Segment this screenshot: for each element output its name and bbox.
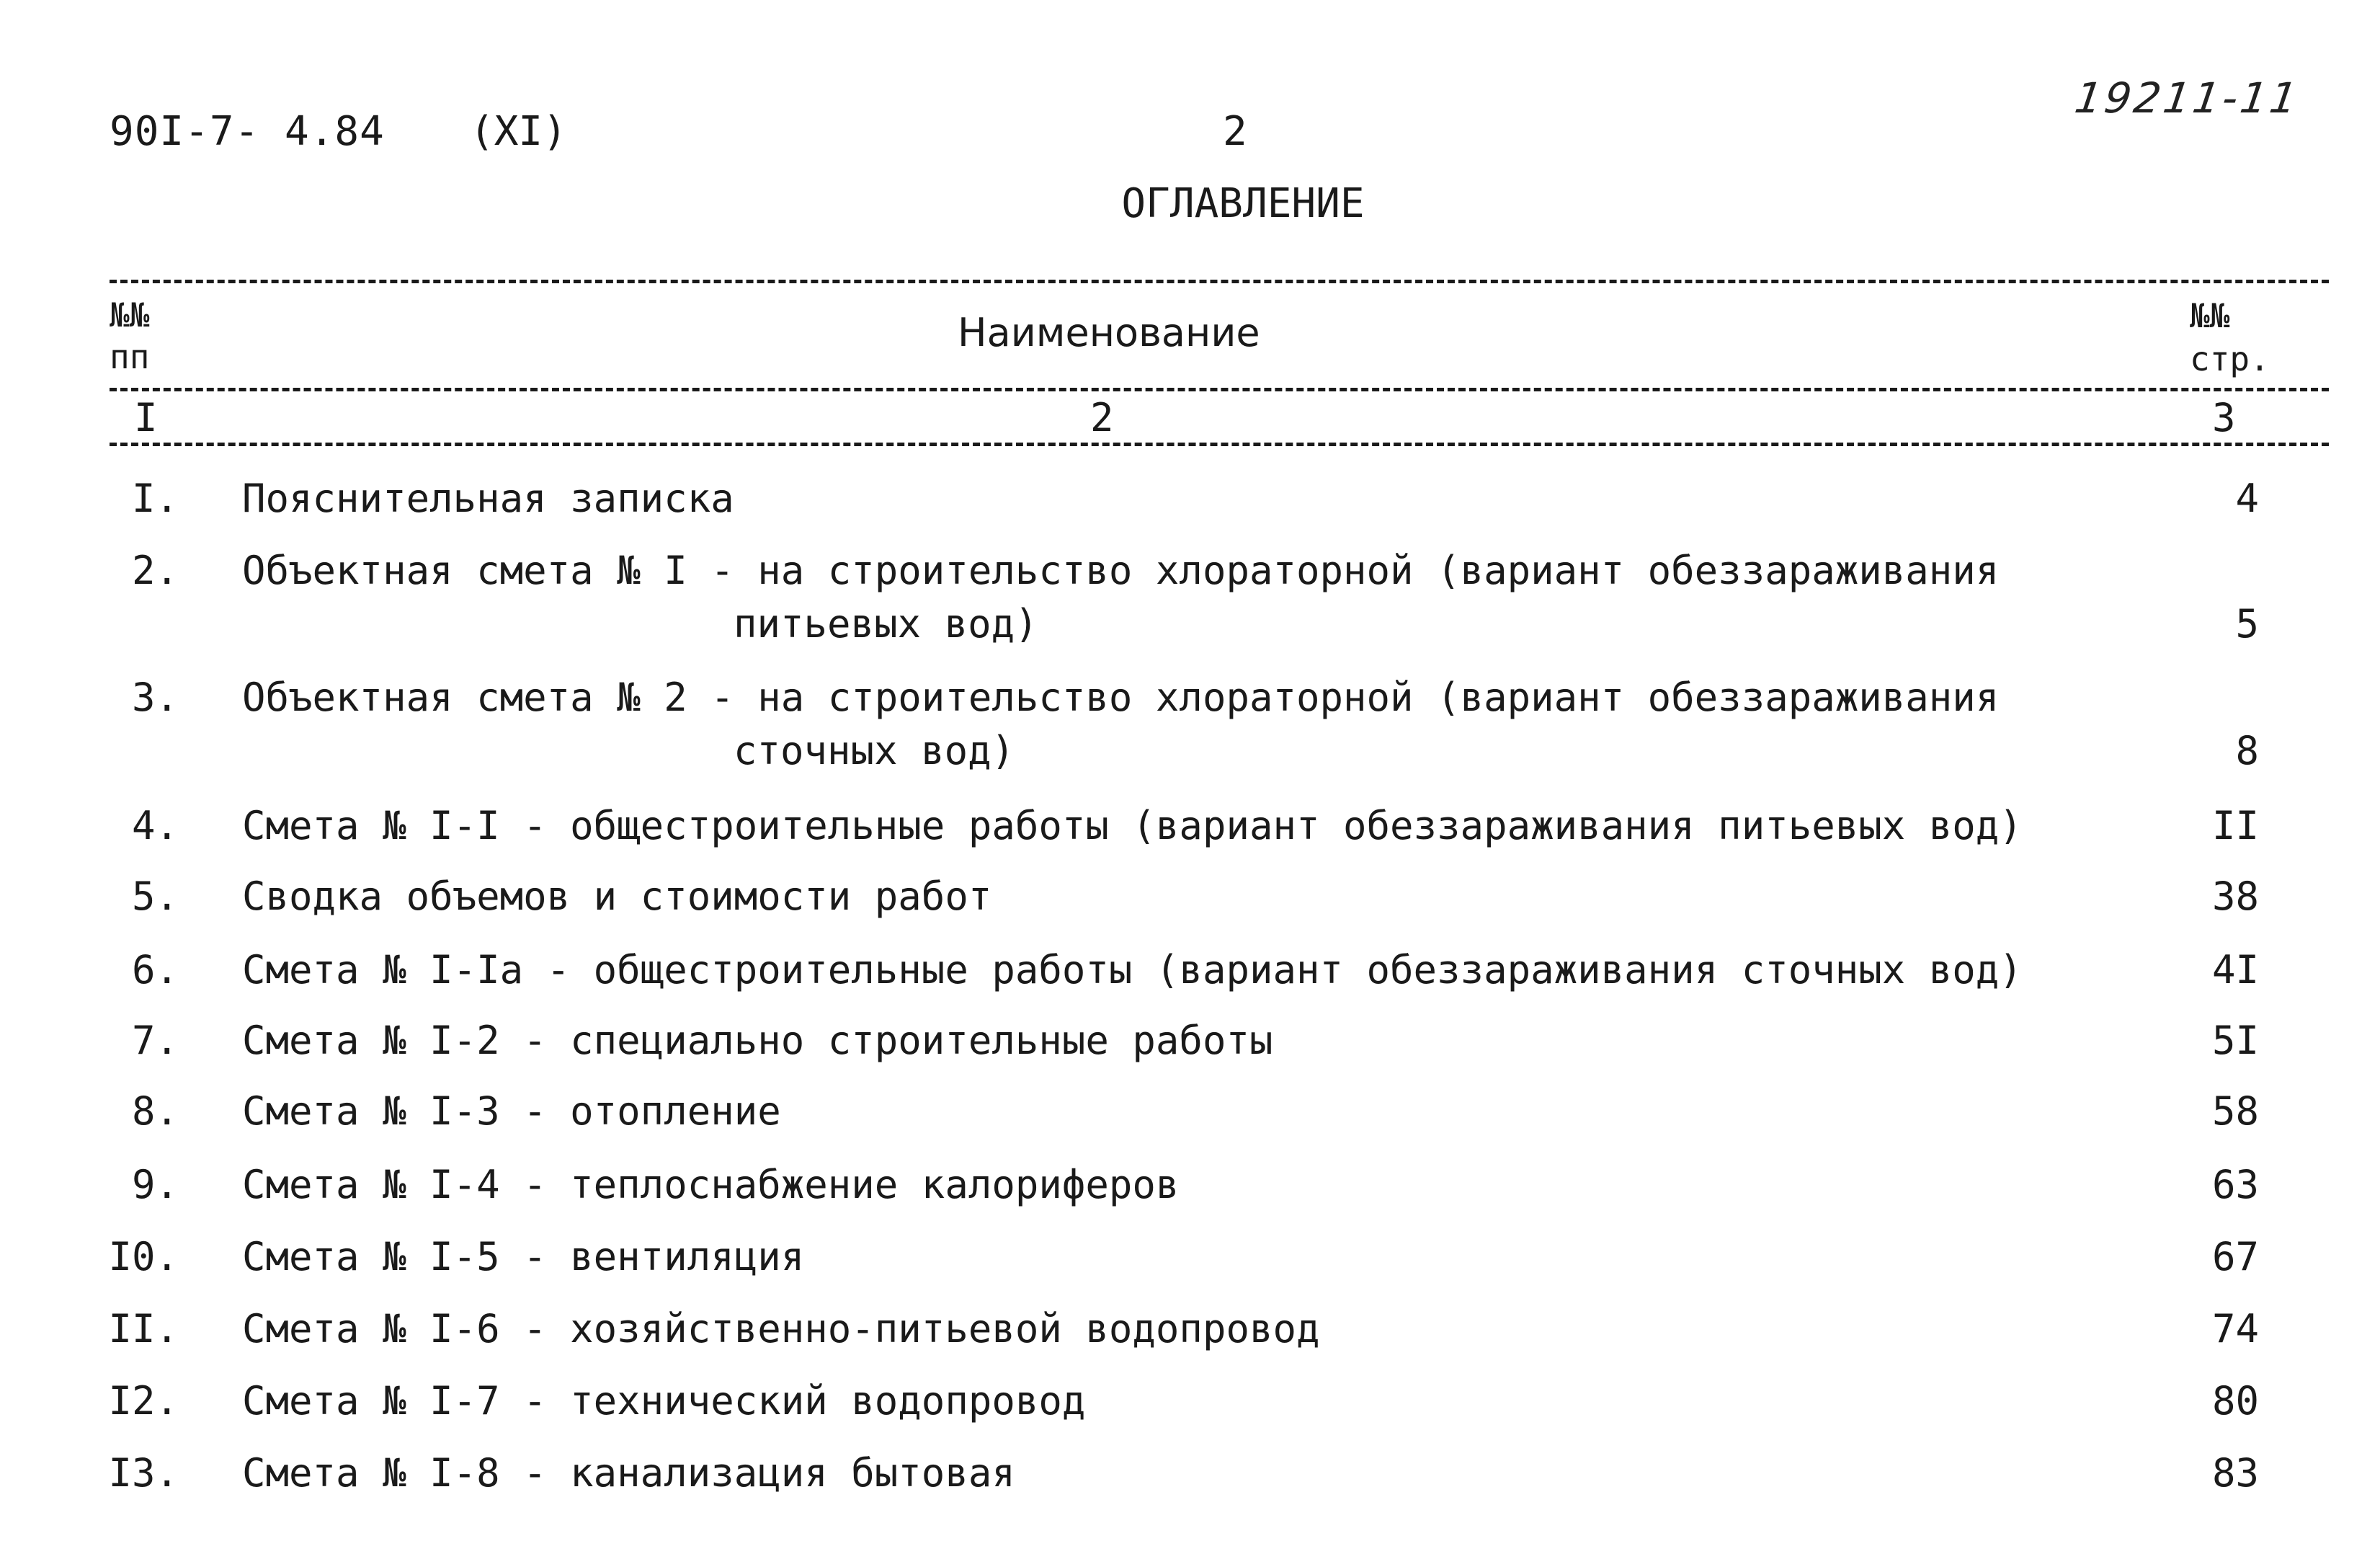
column-header-page: №№ стр. <box>2190 296 2270 378</box>
toc-item-number: 7. <box>131 1018 179 1063</box>
column-number-1: I <box>134 395 158 440</box>
toc-item-title: Смета № I-3 - отопление <box>242 1088 781 1134</box>
toc-item-number: I. <box>131 476 179 521</box>
table-top-divider <box>110 280 2329 283</box>
toc-item-title: Объектная смета № I - на строительство хлораторной (вариант обеззараживания <box>242 548 2000 593</box>
toc-item-number: II. <box>108 1306 179 1351</box>
toc-item-title: Смета № I-I - общестроительные работы (вариант обеззараживания питьевых вод) <box>242 803 2023 848</box>
toc-item-number: 9. <box>131 1162 179 1207</box>
column-number-2: 2 <box>1090 395 1114 440</box>
toc-item-page: 80 <box>2211 1378 2259 1424</box>
toc-item-number: I0. <box>108 1234 179 1279</box>
toc-item-page: 74 <box>2211 1306 2259 1351</box>
page-number: 2 <box>1223 108 1247 155</box>
toc-item-title: Смета № I-2 - специально строительные работы <box>242 1018 1273 1063</box>
toc-item-page: 38 <box>2211 874 2259 919</box>
column-header-name: Наименование <box>958 310 1260 355</box>
toc-item-number: 6. <box>131 947 179 993</box>
column-number-3: 3 <box>2212 395 2236 440</box>
toc-item-page: 63 <box>2211 1162 2259 1207</box>
toc-item-page: 8 <box>2235 728 2259 773</box>
header-divider <box>110 388 2329 391</box>
doc-series: (XI) <box>470 108 567 155</box>
column-header-number: №№ пп <box>110 296 150 376</box>
toc-item-page: 4I <box>2211 947 2259 993</box>
toc-item-title-continued: сточных вод) <box>734 728 1015 773</box>
toc-item-title: Смета № I-7 - технический водопровод <box>242 1378 1086 1424</box>
toc-item-title: Смета № I-5 - вентиляция <box>242 1234 805 1279</box>
toc-item-title: Смета № I-Iа - общестроительные работы (вариант обеззараживания сточных вод) <box>242 947 2023 993</box>
toc-item-title: Смета № I-4 - теплоснабжение калориферов <box>242 1162 1180 1207</box>
toc-item-number: I3. <box>108 1450 179 1496</box>
toc-item-title: Объектная смета № 2 - на строительство хлораторной (вариант обеззараживания <box>242 675 2000 720</box>
toc-item-page: 5I <box>2211 1018 2259 1063</box>
toc-item-page: 67 <box>2211 1234 2259 1279</box>
toc-item-title-continued: питьевых вод) <box>734 601 1038 647</box>
column-numbers-divider <box>110 443 2329 446</box>
toc-item-number: 8. <box>131 1088 179 1134</box>
toc-item-title: Пояснительная записка <box>242 476 734 521</box>
toc-item-title: Смета № I-8 - канализация бытовая <box>242 1450 1015 1496</box>
page-title: ОГЛАВЛЕНИЕ <box>1121 180 1365 227</box>
toc-item-page: 58 <box>2211 1088 2259 1134</box>
toc-item-number: 5. <box>131 874 179 919</box>
toc-item-number: 4. <box>131 803 179 848</box>
toc-item-page: II <box>2211 803 2259 848</box>
toc-item-title: Смета № I-6 - хозяйственно-питьевой водопровод <box>242 1306 1320 1351</box>
toc-item-page: 5 <box>2235 601 2259 647</box>
archive-stamp: 19211-11 <box>2072 74 2304 123</box>
toc-item-number: 2. <box>131 548 179 593</box>
toc-item-page: 83 <box>2211 1450 2259 1496</box>
toc-item-number: I2. <box>108 1378 179 1424</box>
toc-item-page: 4 <box>2235 476 2259 521</box>
toc-item-title: Сводка объемов и стоимости работ <box>242 874 992 919</box>
doc-code: 90I-7- 4.84 <box>110 108 385 155</box>
toc-item-number: 3. <box>131 675 179 720</box>
